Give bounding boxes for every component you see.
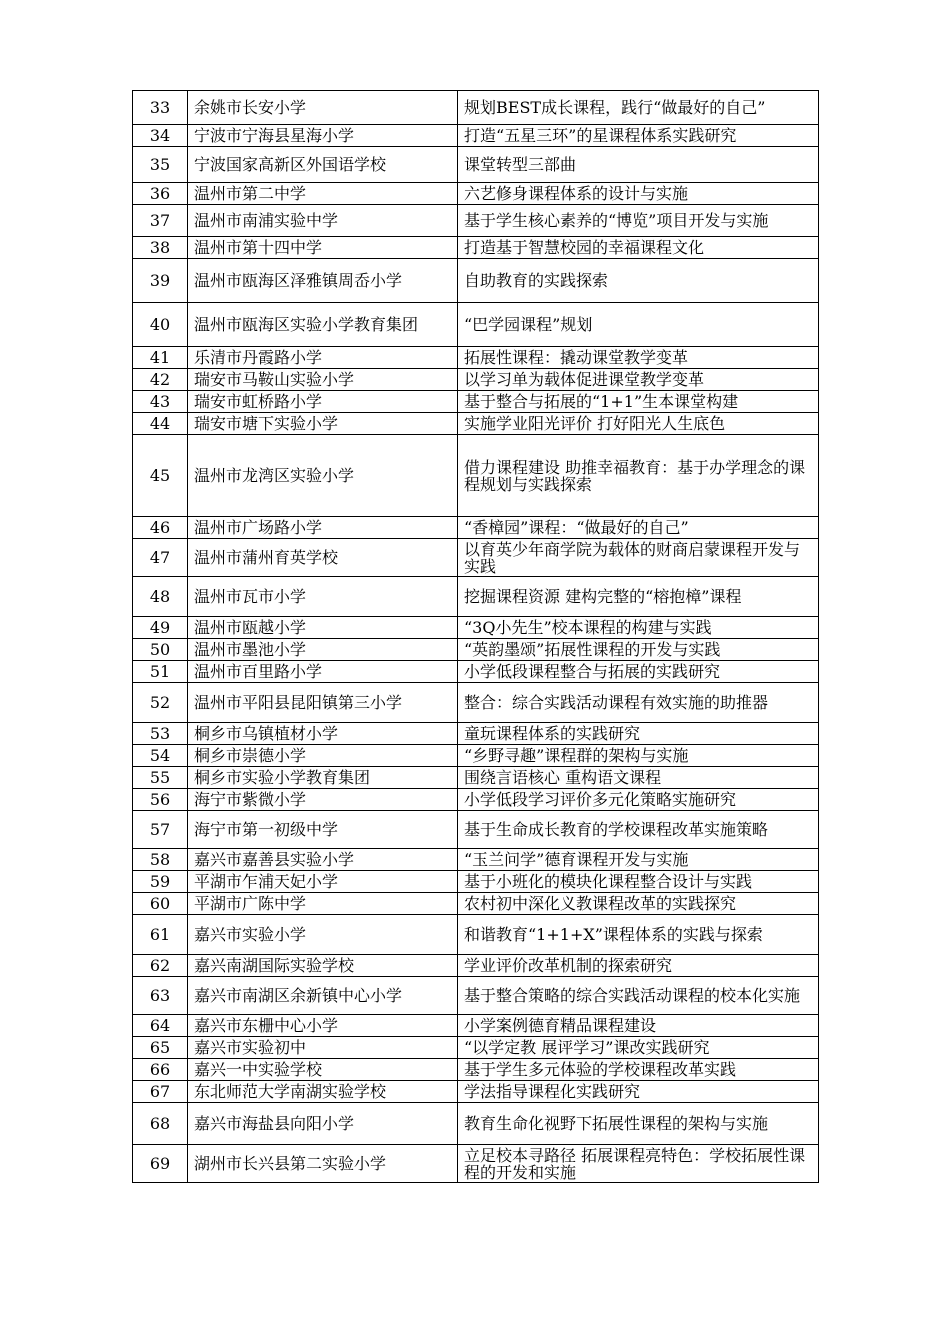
table-row: [133, 391, 819, 413]
school-name: 瑞安市虹桥路小学: [188, 391, 458, 413]
project-title: “玉兰问学”德育课程开发与实施: [458, 849, 819, 871]
row-number: 44: [133, 413, 188, 435]
row-number: 67: [133, 1081, 188, 1103]
project-title: 小学低段课程整合与拓展的实践研究: [458, 661, 819, 683]
school-name: 温州市瓯海区泽雅镇周岙小学: [188, 259, 458, 303]
school-name: 宁波国家高新区外国语学校: [188, 147, 458, 183]
table-row: [133, 205, 819, 237]
school-name: 嘉兴市东栅中心小学: [188, 1015, 458, 1037]
row-number: 68: [133, 1103, 188, 1145]
school-name: 温州市墨池小学: [188, 639, 458, 661]
project-title: 打造基于智慧校园的幸福课程文化: [458, 237, 819, 259]
table-row: [133, 125, 819, 147]
school-name: 桐乡市实验小学教育集团: [188, 767, 458, 789]
project-title: 学法指导课程化实践研究: [458, 1081, 819, 1103]
table-row: [133, 893, 819, 915]
table-row: [133, 147, 819, 183]
row-number: 33: [133, 91, 188, 125]
project-title: “以学定教 展评学习”课改实践研究: [458, 1037, 819, 1059]
project-title: “英韵墨颂”拓展性课程的开发与实践: [458, 639, 819, 661]
project-title: 基于整合策略的综合实践活动课程的校本化实施: [458, 977, 819, 1015]
table-row: [133, 539, 819, 577]
project-title: 实施学业阳光评价 打好阳光人生底色: [458, 413, 819, 435]
row-number: 47: [133, 539, 188, 577]
table-row: [133, 237, 819, 259]
row-number: 40: [133, 303, 188, 347]
table-row: [133, 849, 819, 871]
project-title: “巴学园课程”规划: [458, 303, 819, 347]
school-name: 东北师范大学南湖实验学校: [188, 1081, 458, 1103]
row-number: 49: [133, 617, 188, 639]
project-title: 以育英少年商学院为载体的财商启蒙课程开发与实践: [458, 539, 819, 577]
row-number: 35: [133, 147, 188, 183]
table-row: [133, 617, 819, 639]
row-number: 38: [133, 237, 188, 259]
row-number: 34: [133, 125, 188, 147]
project-title: 立足校本寻路径 拓展课程亮特色：学校拓展性课程的开发和实施: [458, 1145, 819, 1183]
row-number: 64: [133, 1015, 188, 1037]
row-number: 36: [133, 183, 188, 205]
table-row: [133, 1015, 819, 1037]
table-row: [133, 811, 819, 849]
row-number: 69: [133, 1145, 188, 1183]
school-project-table: [132, 90, 819, 1183]
table-row: [133, 745, 819, 767]
table-row: [133, 183, 819, 205]
school-name: 嘉兴市实验小学: [188, 915, 458, 955]
project-title: 学业评价改革机制的探索研究: [458, 955, 819, 977]
school-name: 平湖市广陈中学: [188, 893, 458, 915]
school-name: 嘉兴市南湖区余新镇中心小学: [188, 977, 458, 1015]
table-row: [133, 871, 819, 893]
table-row: [133, 723, 819, 745]
school-name: 温州市第十四中学: [188, 237, 458, 259]
school-name: 温州市广场路小学: [188, 517, 458, 539]
row-number: 66: [133, 1059, 188, 1081]
project-title: 以学习单为载体促进课堂教学变革: [458, 369, 819, 391]
table-row: [133, 413, 819, 435]
school-name: 温州市平阳县昆阳镇第三小学: [188, 683, 458, 723]
table-row: [133, 661, 819, 683]
school-name: 温州市瓯海区实验小学教育集团: [188, 303, 458, 347]
project-title: 基于生命成长教育的学校课程改革实施策略: [458, 811, 819, 849]
table-row: [133, 1037, 819, 1059]
row-number: 41: [133, 347, 188, 369]
project-title: 打造“五星三环”的星课程体系实践研究: [458, 125, 819, 147]
row-number: 43: [133, 391, 188, 413]
project-title: 自助教育的实践探索: [458, 259, 819, 303]
project-title: 童玩课程体系的实践研究: [458, 723, 819, 745]
row-number: 59: [133, 871, 188, 893]
table-row: [133, 517, 819, 539]
table-row: [133, 767, 819, 789]
school-name: 湖州市长兴县第二实验小学: [188, 1145, 458, 1183]
school-name: 海宁市第一初级中学: [188, 811, 458, 849]
project-title: 围绕言语核心 重构语文课程: [458, 767, 819, 789]
project-title: 基于小班化的模块化课程整合设计与实践: [458, 871, 819, 893]
table-row: [133, 303, 819, 347]
project-title: “3Q小先生”校本课程的构建与实践: [458, 617, 819, 639]
table-row: [133, 91, 819, 125]
project-title: 挖掘课程资源 建构完整的“榕抱樟”课程: [458, 577, 819, 617]
project-title: 拓展性课程：撬动课堂教学变革: [458, 347, 819, 369]
table-body: [133, 91, 819, 1183]
school-name: 温州市蒲州育英学校: [188, 539, 458, 577]
row-number: 53: [133, 723, 188, 745]
school-name: 乐清市丹霞路小学: [188, 347, 458, 369]
row-number: 55: [133, 767, 188, 789]
project-title: 基于学生多元体验的学校课程改革实践: [458, 1059, 819, 1081]
project-title: 整合：综合实践活动课程有效实施的助推器: [458, 683, 819, 723]
table-row: [133, 347, 819, 369]
row-number: 50: [133, 639, 188, 661]
school-name: 温州市第二中学: [188, 183, 458, 205]
row-number: 48: [133, 577, 188, 617]
row-number: 56: [133, 789, 188, 811]
row-number: 39: [133, 259, 188, 303]
project-title: 教育生命化视野下拓展性课程的架构与实施: [458, 1103, 819, 1145]
row-number: 51: [133, 661, 188, 683]
row-number: 45: [133, 435, 188, 517]
row-number: 58: [133, 849, 188, 871]
row-number: 63: [133, 977, 188, 1015]
project-title: 课堂转型三部曲: [458, 147, 819, 183]
school-name: 宁波市宁海县星海小学: [188, 125, 458, 147]
table-row: [133, 1081, 819, 1103]
table-row: [133, 977, 819, 1015]
project-title: 和谐教育“1+1+X”课程体系的实践与探索: [458, 915, 819, 955]
project-title: 六艺修身课程体系的设计与实施: [458, 183, 819, 205]
table-row: [133, 1059, 819, 1081]
row-number: 42: [133, 369, 188, 391]
table-row: [133, 1145, 819, 1183]
table-row: [133, 1103, 819, 1145]
row-number: 54: [133, 745, 188, 767]
project-title: “香樟园”课程：“做最好的自己”: [458, 517, 819, 539]
school-name: 嘉兴南湖国际实验学校: [188, 955, 458, 977]
row-number: 65: [133, 1037, 188, 1059]
table-row: [133, 683, 819, 723]
school-name: 嘉兴市实验初中: [188, 1037, 458, 1059]
project-title: 基于整合与拓展的“1+1”生本课堂构建: [458, 391, 819, 413]
project-title: 小学低段学习评价多元化策略实施研究: [458, 789, 819, 811]
school-name: 温州市南浦实验中学: [188, 205, 458, 237]
school-name: 余姚市长安小学: [188, 91, 458, 125]
table-row: [133, 915, 819, 955]
row-number: 57: [133, 811, 188, 849]
table-row: [133, 435, 819, 517]
table-row: [133, 577, 819, 617]
table-row: [133, 955, 819, 977]
row-number: 37: [133, 205, 188, 237]
school-name: 温州市瓦市小学: [188, 577, 458, 617]
project-title: 规划BEST成长课程，践行“做最好的自己”: [458, 91, 819, 125]
project-title: 基于学生核心素养的“博览”项目开发与实施: [458, 205, 819, 237]
school-name: 温州市龙湾区实验小学: [188, 435, 458, 517]
project-title: “乡野寻趣”课程群的架构与实施: [458, 745, 819, 767]
table-row: [133, 789, 819, 811]
row-number: 61: [133, 915, 188, 955]
school-name: 嘉兴市海盐县向阳小学: [188, 1103, 458, 1145]
table-row: [133, 259, 819, 303]
row-number: 46: [133, 517, 188, 539]
row-number: 60: [133, 893, 188, 915]
project-title: 小学案例德育精品课程建设: [458, 1015, 819, 1037]
row-number: 52: [133, 683, 188, 723]
school-name: 海宁市紫微小学: [188, 789, 458, 811]
table-row: [133, 369, 819, 391]
school-name: 嘉兴市嘉善县实验小学: [188, 849, 458, 871]
table-row: [133, 639, 819, 661]
project-title: 借力课程建设 助推幸福教育：基于办学理念的课程规划与实践探索: [458, 435, 819, 517]
project-title: 农村初中深化义教课程改革的实践探究: [458, 893, 819, 915]
school-name: 桐乡市崇德小学: [188, 745, 458, 767]
school-name: 嘉兴一中实验学校: [188, 1059, 458, 1081]
row-number: 62: [133, 955, 188, 977]
school-name: 平湖市乍浦天妃小学: [188, 871, 458, 893]
school-name: 瑞安市塘下实验小学: [188, 413, 458, 435]
school-name: 温州市瓯越小学: [188, 617, 458, 639]
school-name: 温州市百里路小学: [188, 661, 458, 683]
school-name: 瑞安市马鞍山实验小学: [188, 369, 458, 391]
school-name: 桐乡市乌镇植材小学: [188, 723, 458, 745]
